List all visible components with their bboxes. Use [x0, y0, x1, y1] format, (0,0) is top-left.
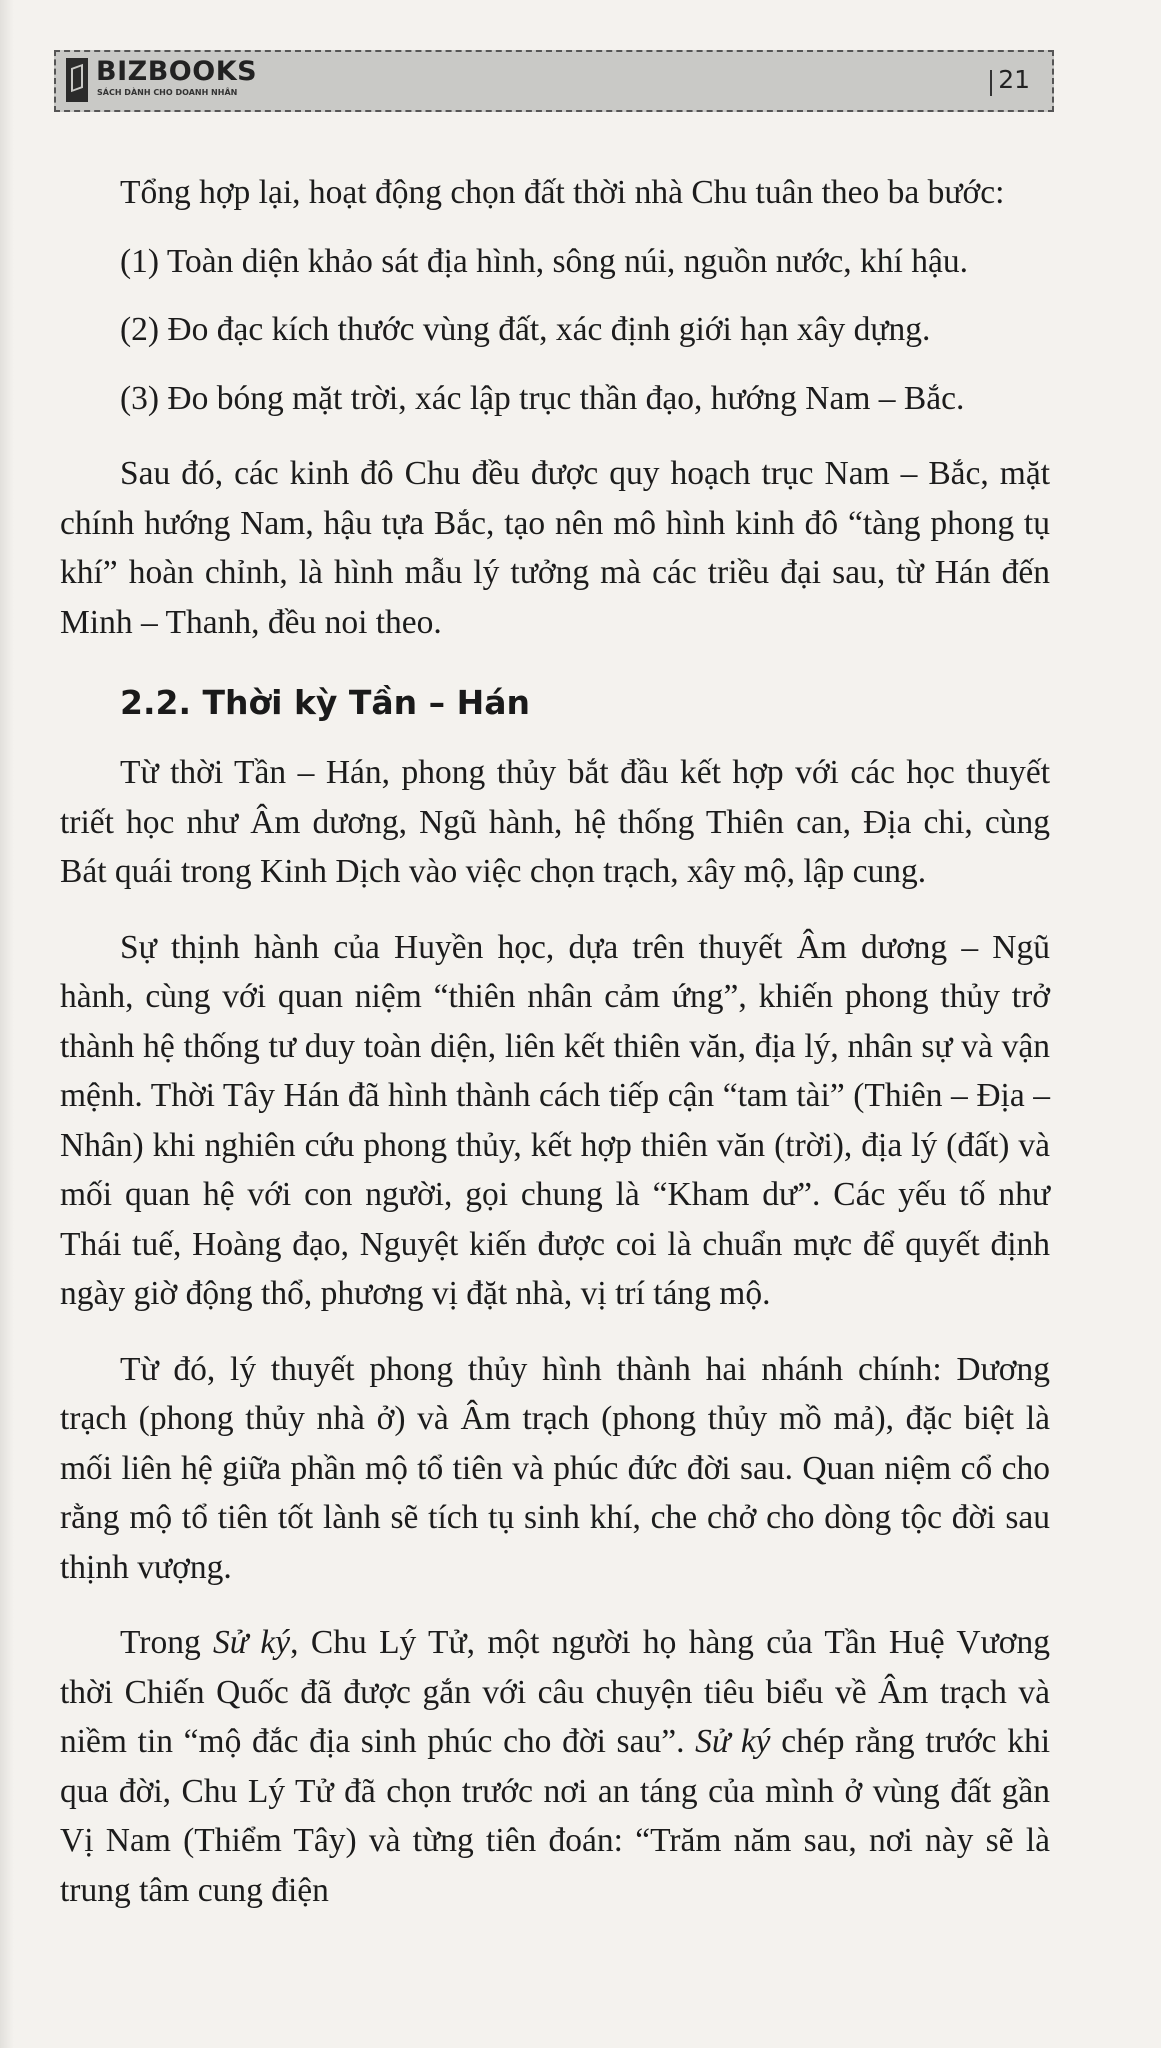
- bizbooks-logo-icon: [66, 58, 88, 102]
- page-number-divider: [990, 70, 992, 96]
- book-title-italic: Sử ký: [213, 1624, 291, 1661]
- brand-tagline: SÁCH DÀNH CHO DOANH NHÂN: [97, 88, 238, 97]
- paragraph-qin-han: Từ thời Tần – Hán, phong thủy bắt đầu kết hợp với các học thuyết triết học như Âm dương, Ngũ hành, hệ thống Thiên can, Địa chi, cùng Bát quái trong Kinh Dịch vào việc chọn trạch, xây mộ, lập cung.: [60, 754, 1050, 890]
- text-run: , Chu Lý Tử, một người họ hàng của Tần Huệ Vương thời Chiến Quốc đã được gắn với câu chuyện tiêu biểu về Âm trạch và niềm tin “mộ đắc địa sinh phúc cho đời sau”.: [60, 1624, 1050, 1760]
- page-edge: [0, 0, 14, 2048]
- text-run: chép rằng trước khi qua đời, Chu Lý Tử đã chọn trước nơi an táng của mình ở vùng đất gần Vị Nam (Thiểm Tây) và từng tiên đoán: “Trăm năm sau, nơi này sẽ là trung tâm cung điện: [60, 1723, 1051, 1909]
- step-item-2: (2) Đo đạc kích thước vùng đất, xác định giới hạn xây dựng.: [120, 311, 931, 348]
- paragraph-metaphysics: Sự thịnh hành của Huyền học, dựa trên thuyết Âm dương – Ngũ hành, cùng với quan niệm “thiên nhân cảm ứng”, khiến phong thủy trở thành hệ thống tư duy toàn diện, liên kết thiên văn, địa lý, nhân sự và vận mệnh. Thời Tây Hán đã hình thành cách tiếp cận “tam tài” (Thiên – Địa – Nhân) khi nghiên cứu phong thủy, kết hợp thiên văn (trời), địa lý (đất) và mối quan hệ với con người, gọi chung là “Kham dư”. Các yếu tố như Thái tuế, Hoàng đạo, Nguyệt kiến được coi là chuẩn mực để quyết định ngày giờ động thổ, phương vị đặt nhà, vị trí táng mộ.: [60, 928, 1050, 1312]
- paragraph-two-branches: Từ đó, lý thuyết phong thủy hình thành hai nhánh chính: Dương trạch (phong thủy nhà ở) và Âm trạch (phong thủy mồ mả), đặc biệt là mối liên hệ giữa phần mộ tổ tiên và phúc đức đời sau. Quan niệm cổ cho rằng mộ tổ tiên tốt lành sẽ tích tụ sinh khí, che chở cho dòng tộc đời sau thịnh vượng.: [60, 1350, 1050, 1586]
- running-header: [54, 50, 1054, 112]
- book-title-italic: Sử ký: [695, 1723, 771, 1760]
- paragraph-capital-planning: Sau đó, các kinh đô Chu đều được quy hoạch trục Nam – Bắc, mặt chính hướng Nam, hậu tựa Bắc, tạo nên mô hình kinh đô “tàng phong tụ khí” hoàn chỉnh, là hình mẫu lý tưởng mà các triều đại sau, từ Hán đến Minh – Thanh, đều noi theo.: [60, 455, 1050, 641]
- page-number: 21: [998, 65, 1030, 94]
- step-item-1: (1) Toàn diện khảo sát địa hình, sông núi, nguồn nước, khí hậu.: [120, 242, 968, 280]
- paragraph-shiji: [60, 1618, 1050, 1915]
- page-body: [60, 168, 1050, 1915]
- intro-paragraph: Tổng hợp lại, hoạt động chọn đất thời nhà Chu tuân theo ba bước:: [120, 174, 1005, 211]
- brand-name: BIZBOOKS: [96, 56, 258, 87]
- text-run: Trong: [120, 1624, 214, 1661]
- section-heading: 2.2. Thời kỳ Tần – Hán: [120, 683, 531, 722]
- step-item-3: (3) Đo bóng mặt trời, xác lập trục thần đạo, hướng Nam – Bắc.: [120, 379, 965, 417]
